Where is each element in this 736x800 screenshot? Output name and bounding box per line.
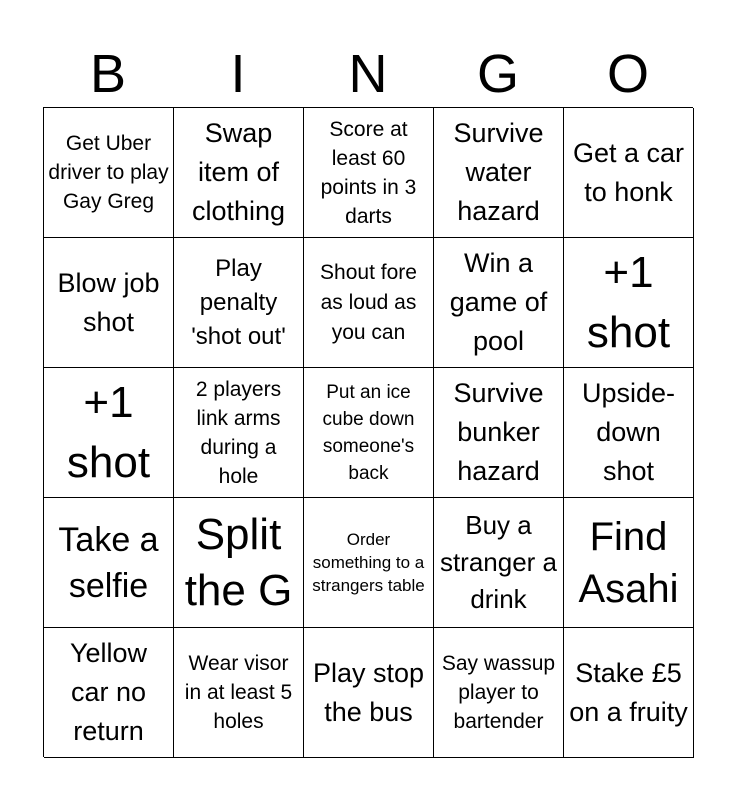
- header-letter-o: O: [606, 44, 649, 104]
- cell-text: Survive bunker hazard: [453, 378, 544, 486]
- header-letter-i: I: [230, 44, 246, 104]
- bingo-cell[interactable]: [44, 498, 174, 628]
- bingo-cell[interactable]: [434, 238, 564, 368]
- bingo-cell[interactable]: [564, 628, 694, 758]
- cell-text: Get a car to honk: [572, 137, 685, 207]
- cell-text: Split the G: [184, 509, 293, 615]
- cell-text: +1 shot: [66, 377, 151, 487]
- cell-text: Play penalty 'shot out': [191, 254, 286, 350]
- cell-text: Find Asahi: [578, 514, 679, 611]
- cell-text: Put an ice cube down someone's back: [322, 381, 415, 484]
- bingo-cell[interactable]: [44, 628, 174, 758]
- cell-text: Shout fore as loud as you can: [320, 260, 417, 344]
- bingo-cell[interactable]: [304, 628, 434, 758]
- cell-text: Swap item of clothing: [191, 118, 286, 226]
- bingo-cell[interactable]: [44, 368, 174, 498]
- cell-text: Wear visor in at least 5 holes: [184, 652, 293, 733]
- cell-text: Stake £5 on a fruity: [569, 657, 688, 727]
- cell-text: Score at least 60 points in 3 darts: [320, 117, 417, 228]
- cell-text: Play stop the bus: [312, 657, 425, 727]
- cell-text: Say wassup player to bartender: [441, 652, 556, 733]
- bingo-card: [43, 107, 693, 757]
- cell-text: Upside-down shot: [581, 378, 676, 486]
- bingo-cell[interactable]: [304, 238, 434, 368]
- cell-text: Yellow car no return: [69, 638, 148, 746]
- bingo-cell[interactable]: [434, 628, 564, 758]
- bingo-header: [43, 42, 693, 106]
- cell-text: Buy a stranger a drink: [439, 510, 558, 614]
- bingo-cell[interactable]: [564, 108, 694, 238]
- bingo-cell[interactable]: [174, 238, 304, 368]
- cell-text: Order something to a strangers table: [312, 530, 425, 595]
- bingo-cell[interactable]: [434, 498, 564, 628]
- bingo-cell[interactable]: [304, 108, 434, 238]
- header-letter-n: N: [348, 44, 388, 104]
- bingo-cell[interactable]: [564, 368, 694, 498]
- cell-text: 2 players link arms during a hole: [195, 377, 282, 488]
- bingo-cell[interactable]: [304, 498, 434, 628]
- bingo-cell[interactable]: [174, 628, 304, 758]
- bingo-cell[interactable]: [44, 238, 174, 368]
- cell-text: +1 shot: [586, 247, 671, 357]
- cell-text: Survive water hazard: [453, 118, 544, 226]
- bingo-cell[interactable]: [434, 108, 564, 238]
- bingo-cell[interactable]: [174, 368, 304, 498]
- bingo-cell[interactable]: [434, 368, 564, 498]
- header-letter-b: B: [89, 44, 127, 104]
- bingo-cell[interactable]: [174, 498, 304, 628]
- bingo-cell[interactable]: [564, 498, 694, 628]
- bingo-cell[interactable]: [304, 368, 434, 498]
- bingo-cell[interactable]: [564, 238, 694, 368]
- bingo-cell[interactable]: [174, 108, 304, 238]
- cell-text: Blow job shot: [57, 267, 160, 337]
- cell-text: Win a game of pool: [449, 248, 548, 356]
- header-letter-g: G: [476, 44, 519, 104]
- bingo-cell[interactable]: [44, 108, 174, 238]
- cell-text: Take a selfie: [58, 520, 159, 605]
- cell-text: Get Uber driver to play Gay Greg: [48, 132, 169, 213]
